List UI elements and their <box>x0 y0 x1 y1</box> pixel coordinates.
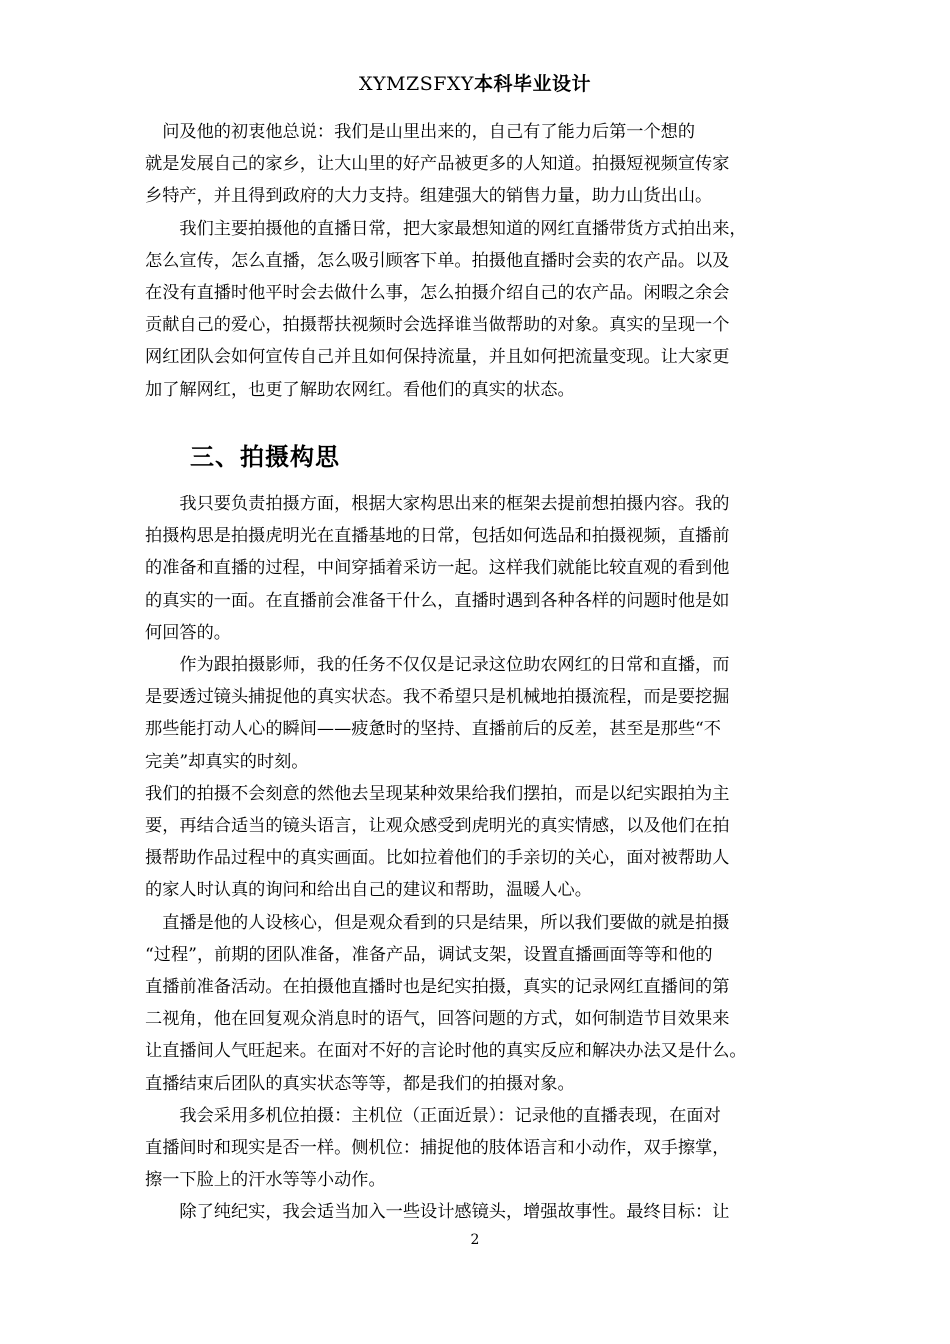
page-header <box>0 70 950 98</box>
text-line: 网红团队会如何宣传自己并且如何保持流量，并且如何把流量变现。让大家更 <box>145 347 730 368</box>
text-line: 问及他的初衷他总说：我们是山里出来的，自己有了能力后第一个想的 <box>145 122 696 142</box>
text-line: 的家人时认真的询问和给出自己的建议和帮助，温暖人心。 <box>145 880 592 901</box>
page-number: 2 <box>470 1232 480 1248</box>
text-line: “过程”，前期的团队准备，准备产品，调试支架，设置直播画面等等和他的 <box>145 944 713 965</box>
text-line: 完美”却真实的时刻。 <box>145 751 309 772</box>
text-line: 加了解网红，也更了解助农网红。看他们的真实的状态。 <box>145 379 575 400</box>
text-line: 直播前准备活动。在拍摄他直播时也是纪实拍摄，真实的记录网红直播间的第 <box>145 977 730 998</box>
text-line: 直播是他的人设核心，但是观众看到的只是结果，所以我们要做的就是拍摄 <box>145 912 730 933</box>
text-line: 怎么宣传，怎么直播，怎么吸引顾客下单。拍摄他直播时会卖的农产品。以及 <box>145 250 730 271</box>
text-line: 我们的拍摄不会刻意的然他去呈现某种效果给我们摆拍，而是以纪实跟拍为主 <box>145 783 730 804</box>
text-line: 摄帮助作品过程中的真实画面。比如拉着他们的手亲切的关心，面对被帮助人 <box>145 848 730 869</box>
intro-paragraphs <box>145 116 811 406</box>
text-line: 拍摄构思是拍摄虎明光在直播基地的日常，包括如何选品和拍摄视频，直播前 <box>145 526 730 547</box>
text-line: 除了纯纪实，我会适当加入一些设计感镜头，增强故事性。最终目标：让 <box>145 1202 730 1223</box>
section-heading: 三、拍摄构思 <box>190 443 340 471</box>
text-line: 我会采用多机位拍摄：主机位（正面近景）：记录他的直播表现，在面对 <box>145 1105 721 1126</box>
text-line: 要，再结合适当的镜头语言，让观众感受到虎明光的真实情感，以及他们在拍 <box>145 816 730 837</box>
text-line: 直播间时和现实是否一样。侧机位：捕捉他的肢体语言和小动作，双手擦掌， <box>145 1138 730 1159</box>
text-line: 就是发展自己的家乡，让大山里的好产品被更多的人知道。拍摄短视频宣传家 <box>145 154 730 175</box>
text-line: 擦一下脸上的汗水等等小动作。 <box>145 1170 386 1191</box>
header-title: 本科毕业设计 <box>473 73 591 95</box>
text-line: 何回答的。 <box>145 622 231 643</box>
text-line: 我们主要拍摄他的直播日常，把大家最想知道的网红直播带货方式拍出来， <box>145 218 747 239</box>
text-line: 二视角，他在回复观众消息时的语气，回答问题的方式，如何制造节目效果来 <box>145 1009 730 1030</box>
text-line: 乡特产，并且得到政府的大力支持。组建强大的销售力量，助力山货出山。 <box>145 186 713 207</box>
text-line: 贡献自己的爱心，拍摄帮扶视频时会选择谁当做帮助的对象。真实的呈现一个 <box>145 315 730 336</box>
text-line: 作为跟拍摄影师，我的任务不仅仅是记录这位助农网红的日常和直播，而 <box>145 655 730 676</box>
shooting-concept-paragraphs <box>145 488 811 1229</box>
text-line: 直播结束后团队的真实状态等等，都是我们的拍摄对象。 <box>145 1073 575 1094</box>
text-line: 的准备和直播的过程，中间穿插着采访一起。这样我们就能比较直观的看到他 <box>145 558 730 579</box>
text-line: 那些能打动人心的瞬间——疲惫时的坚持、直播前后的反差，甚至是那些“不 <box>145 719 721 740</box>
text-line: 让直播间人气旺起来。在面对不好的言论时他的真实反应和解决办法又是什么。 <box>145 1041 747 1062</box>
text-line: 是要透过镜头捕捉他的真实状态。我不希望只是机械地拍摄流程，而是要挖掘 <box>145 687 730 708</box>
text-line: 的真实的一面。在直播前会准备干什么，直播时遇到各种各样的问题时他是如 <box>145 590 730 611</box>
text-line: 我只要负责拍摄方面，根据大家构思出来的框架去提前想拍摄内容。我的 <box>145 494 730 514</box>
text-line: 在没有直播时他平时会去做什么事，怎么拍摄介绍自己的农产品。闲暇之余会 <box>145 283 730 304</box>
header-code: XYMZSFXY <box>358 73 474 95</box>
